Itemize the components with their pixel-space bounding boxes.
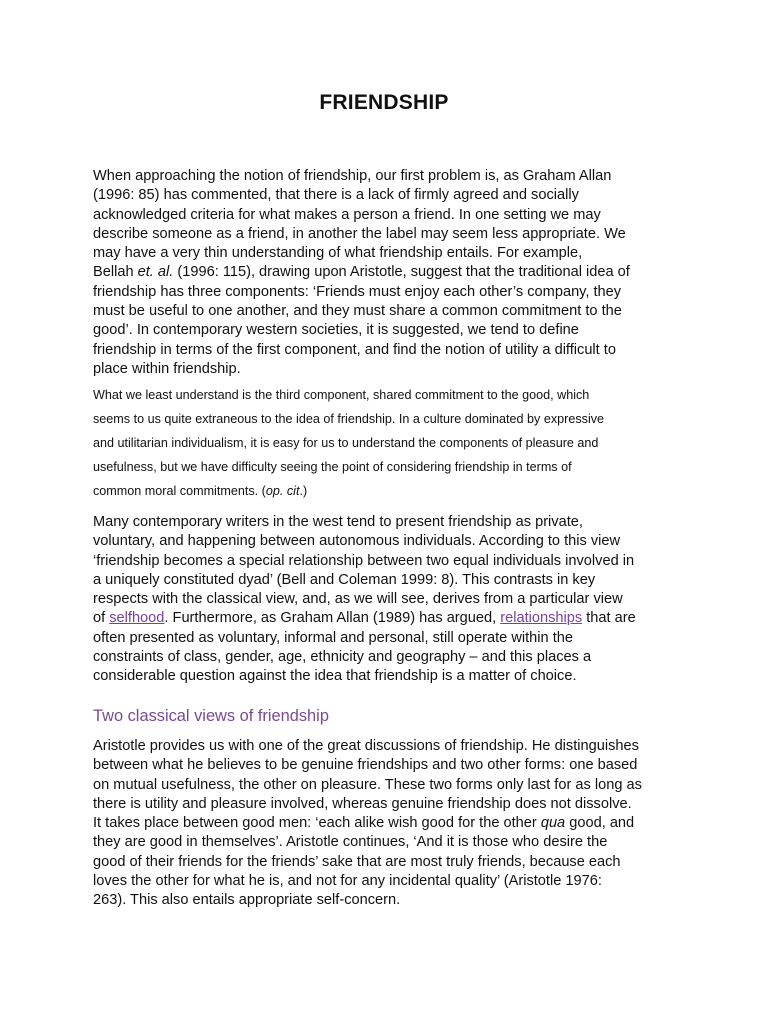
text-run: that are [582,610,636,627]
text-line: good of their friends for the friends’ sake that are most truly friends, because each [93,853,621,870]
text-line: friendship has three components: ‘Friends must enjoy each other’s company, they [93,283,622,300]
text-line: acknowledged criteria for what makes a person a friend. In one setting we may [93,206,601,223]
text-line: they are good in themselves’. Aristotle continues, ‘And it is those who desire the [93,834,608,851]
text-line: often presented as voluntary, informal and personal, still operate within the [93,629,573,646]
text-line: place within friendship. [93,360,241,377]
text-line: Many contemporary writers in the west tend to present friendship as private, [93,514,583,530]
paragraph-contemporary [93,513,675,687]
quote-line [93,479,703,503]
section-heading: Two classical views of friendship [93,707,329,725]
text-line [93,263,675,282]
text-line: on mutual usefulness, the other on pleasure. These two forms only last for as long as [93,776,642,793]
italic-text: qua [540,815,566,832]
document-title: FRIENDSHIP [319,91,449,114]
text-run: common moral commitments. ( [93,484,266,499]
text-run: of [93,610,110,627]
text-line: voluntary, and happening between autonomous individuals. According to this view [93,533,621,550]
text-line: considerable question against the idea that friendship is a matter of choice. [93,668,577,685]
text-run: good, and [565,815,635,832]
text-run: (1996: 115), drawing upon Aristotle, suggest that the traditional idea of [173,264,630,281]
quote-line: What we least understand is the third component, shared commitment to the good, which [93,388,590,402]
selfhood-link[interactable]: selfhood [109,610,165,627]
paragraph-aristotle [93,737,675,911]
text-line: a uniquely constituted dyad’ (Bell and Coleman 1999: 8). This contrasts in key [93,571,596,588]
text-run: . Furthermore, as Graham Allan (1989) has argued, [164,610,501,627]
quote-line: usefulness, but we have difficulty seeing the point of considering friendship in terms of [93,460,572,475]
quote-line: and utilitarian individualism, it is easy for us to understand the components of pleasure and [93,436,599,451]
text-line [93,609,675,628]
text-line: respects with the classical view, and, as we will see, derives from a particular view [93,591,623,608]
text-line: Aristotle provides us with one of the great discussions of friendship. He distinguishes [93,738,639,754]
text-run: Bellah [93,264,138,281]
text-line [93,814,675,833]
block-quote [93,383,703,503]
text-line: describe someone as a friend, in another the label may seem less appropriate. We [93,225,626,242]
text-line: When approaching the notion of friendship, our first problem is, as Graham Allan [93,168,612,184]
text-line: constraints of class, gender, age, ethnicity and geography – and this places a [93,649,592,666]
italic-text: op. cit [265,484,300,499]
paragraph-intro [93,167,675,379]
text-run: .) [299,484,308,499]
italic-text: et. al. [137,264,174,281]
text-line: may have a very thin understanding of what friendship entails. For example, [93,245,583,262]
text-line: loves the other for what he is, and not for any incidental quality’ (Aristotle 1976: [93,873,602,890]
text-line: good’. In contemporary western societies, it is suggested, we tend to define [93,322,579,339]
text-line: ‘friendship becomes a special relationship between two equal individuals involved in [93,552,635,569]
quote-line: seems to us quite extraneous to the idea of friendship. In a culture dominated by expressive [93,412,605,427]
text-line: must be useful to one another, and they must share a common commitment to the [93,303,622,320]
text-line: there is utility and pleasure involved, whereas genuine friendship does not dissolve. [93,795,632,812]
text-run: It takes place between good men: ‘each alike wish good for the other [93,815,541,832]
relationships-link[interactable]: relationships [500,610,583,627]
text-line: between what he believes to be genuine friendships and two other forms: one based [93,757,638,774]
text-line: (1996: 85) has commented, that there is a lack of firmly agreed and socially [93,187,579,204]
text-line: 263). This also entails appropriate self-concern. [93,892,401,909]
text-line: friendship in terms of the first component, and find the notion of utility a difficult to [93,341,616,358]
